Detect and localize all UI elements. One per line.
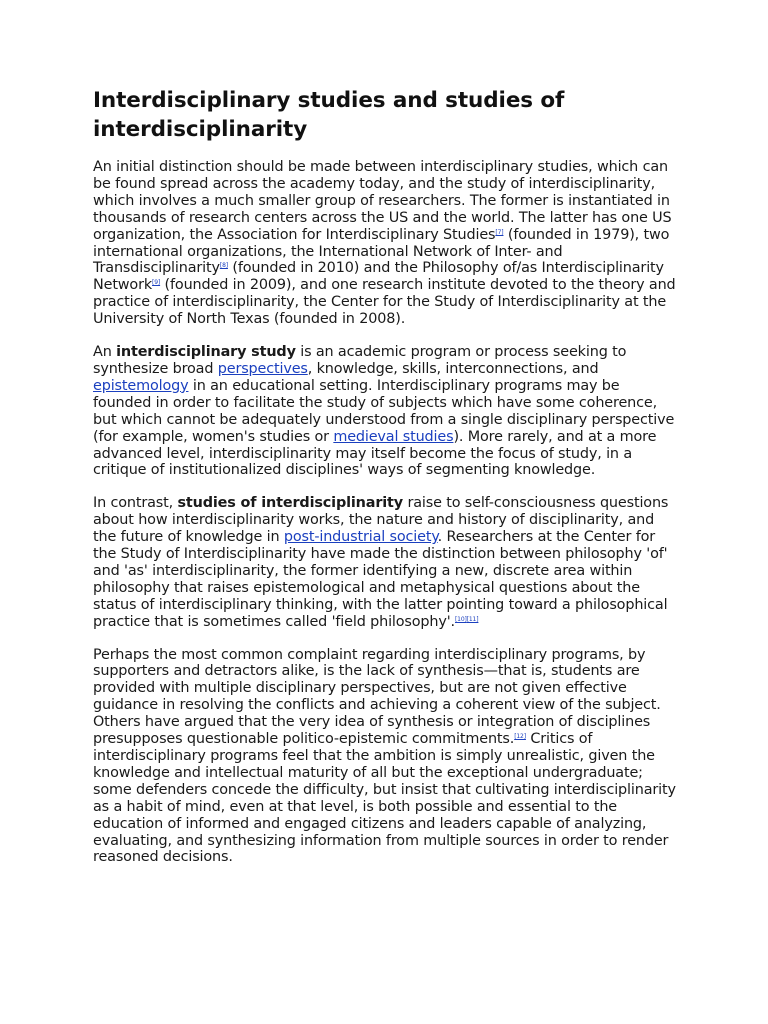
text-span: in an educational setting. Interdisciplinary programs may be founded in order to facilitate the study of subjects which have some coherence, but which cannot be adequately understood from a single disciplinary perspective (for example, women's studies or bbox=[93, 377, 675, 445]
text-span: is an academic program or process seeking to synthesize broad bbox=[93, 344, 627, 377]
medieval-studies-link[interactable]: medieval studies bbox=[333, 428, 454, 445]
citation-7-link[interactable]: [7] bbox=[495, 228, 504, 236]
post-industrial-society-link[interactable]: post-industrial society bbox=[283, 529, 438, 546]
paragraph-interdisciplinary-study bbox=[93, 344, 678, 479]
citation-8-link[interactable]: [8] bbox=[219, 262, 228, 270]
text-span: Critics of interdisciplinary programs feel that the ambition is simply unrealistic, given the knowledge and intellectual maturity of all but the exceptional undergraduate; some defenders concede the difficulty, but insist that cultivating interdisciplinarity as a habit of mind, even at that level, is both possible and essential to the education of informed and engaged citizens and leaders capable of analyzing, evaluating, and synthesizing information from multiple sources in order to render reasoned decisions. bbox=[93, 731, 676, 866]
section-heading: Interdisciplinary studies and studies of interdisciplinarity bbox=[93, 88, 565, 142]
epistemology-link[interactable]: epistemology bbox=[93, 377, 189, 394]
text-span: (founded in 2009), and one research institute devoted to the theory and practice of interdisciplinarity, the Center for the Study of Interdisciplinarity at the University of North Texas (founded in 2008). bbox=[93, 277, 676, 328]
paragraph-distinction bbox=[93, 159, 678, 328]
text-span: (founded in 2010) and the Philosophy of/as Interdisciplinarity Network bbox=[93, 260, 664, 294]
citation-10-link[interactable]: [10] bbox=[454, 615, 467, 623]
text-span: In contrast, bbox=[93, 495, 178, 512]
citation-12-link[interactable]: [12] bbox=[514, 733, 526, 741]
citation-9-link[interactable]: [9] bbox=[152, 279, 161, 287]
bold-term: interdisciplinary study bbox=[116, 344, 296, 361]
text-span: , knowledge, skills, interconnections, and bbox=[307, 360, 599, 377]
document-page bbox=[93, 86, 678, 882]
paragraph-studies-of-interdisciplinarity bbox=[93, 495, 678, 630]
paragraph-complaint bbox=[93, 647, 678, 867]
text-span: Perhaps the most common complaint regarding interdisciplinary programs, by supporters and detractors alike, is the lack of synthesis—that is, students are provided with multiple disciplinary perspectives, but are not given effective guidance in resolving the conflicts and achieving a coherent view of the subject. Others have argued that the very idea of synthesis or integration of disciplines presupposes questionable politico-epistemic commitments. bbox=[93, 646, 661, 748]
text-span: raise to self-consciousness questions about how interdisciplinarity works, the nature and history of disciplinarity, and the future of knowledge in bbox=[93, 495, 669, 546]
perspectives-link[interactable]: perspectives bbox=[217, 360, 308, 377]
text-span: ). More rarely, and at a more advanced level, interdisciplinarity may itself become the focus of study, in a critique of institutionalized disciplines' ways of segmenting knowledge. bbox=[93, 428, 657, 479]
text-span: An bbox=[93, 344, 117, 361]
text-span: An initial distinction should be made between interdisciplinary studies, which can be found spread across the academy today, and the study of interdisciplinarity, which involves a much smaller group of researchers. The former is instantiated in thousands of research centers across the US and the world. The latter has one US organization, the Association for Interdisciplinary Studies bbox=[93, 159, 672, 243]
citation-11-link[interactable]: [11] bbox=[466, 615, 479, 623]
bold-term: studies of interdisciplinarity bbox=[177, 495, 404, 512]
text-span: (founded in 1979), two international organizations, the International Network of Inter- and Transdisciplinarity bbox=[93, 226, 670, 277]
text-span: . Researchers at the Center for the Study of Interdisciplinarity have made the distinction between philosophy 'of' and 'as' interdisciplinarity, the former identifying a new, discrete area within philosophy that raises epistemological and metaphysical questions about the status of interdisciplinary thinking, with the latter pointing toward a philosophical practice that is sometimes called 'field philosophy'. bbox=[93, 529, 668, 630]
